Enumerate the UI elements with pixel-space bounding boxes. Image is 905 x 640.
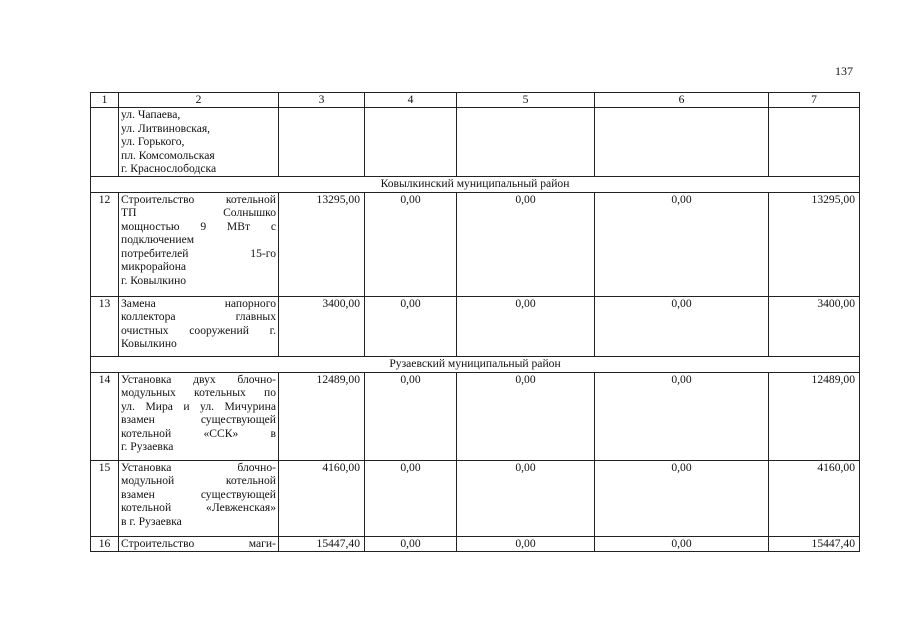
column-header: 3 xyxy=(279,93,365,108)
project-name-cell xyxy=(119,536,279,551)
name-line: Установка двух блочно- xyxy=(121,372,276,386)
value-cell xyxy=(769,108,860,177)
column-header: 7 xyxy=(769,93,860,108)
value-cell: 0,00 xyxy=(457,296,595,356)
value-cell: 0,00 xyxy=(365,192,457,296)
value-cell: 12489,00 xyxy=(279,372,365,460)
value-cell: 0,00 xyxy=(365,460,457,536)
value-cell xyxy=(365,108,457,177)
name-line: котельной «Левженская» xyxy=(121,501,276,514)
value-cell: 0,00 xyxy=(595,192,769,296)
table-row-continued xyxy=(91,108,860,177)
name-line: очистных сооружений г. xyxy=(121,323,276,337)
row-number-cell: 15 xyxy=(91,460,119,536)
name-line: в г. Рузаевка xyxy=(121,514,182,528)
page-number: 137 xyxy=(835,64,853,78)
value-cell: 0,00 xyxy=(365,536,457,551)
name-line: г. Рузаевка xyxy=(121,440,174,453)
project-name-cell xyxy=(119,108,279,177)
name-line: ул. Литвиновская, xyxy=(121,121,211,135)
name-line: модульной котельной xyxy=(121,474,276,487)
name-line: котельной «ССК» в xyxy=(121,426,276,440)
value-cell xyxy=(595,108,769,177)
project-name-cell xyxy=(119,296,279,356)
value-cell: 4160,00 xyxy=(279,460,365,536)
value-cell: 0,00 xyxy=(457,460,595,536)
value-cell: 12489,00 xyxy=(769,372,860,460)
name-line: Строительство маги- xyxy=(121,536,276,550)
value-cell: 0,00 xyxy=(457,372,595,460)
name-line: взамен существующей xyxy=(121,413,276,426)
row-number-cell: 12 xyxy=(91,192,119,296)
value-cell: 13295,00 xyxy=(769,192,860,296)
value-cell: 15447,40 xyxy=(769,536,860,551)
region-row-kovylkino xyxy=(91,176,860,192)
name-line: пл. Комсомольская xyxy=(121,148,215,162)
column-header: 1 xyxy=(91,93,119,108)
name-line: ул. Мира и ул. Мичурина xyxy=(121,399,276,413)
project-name-cell xyxy=(119,372,279,460)
value-cell: 3400,00 xyxy=(279,296,365,356)
value-cell: 4160,00 xyxy=(769,460,860,536)
value-cell: 3400,00 xyxy=(769,296,860,356)
value-cell: 0,00 xyxy=(595,460,769,536)
row-number-cell xyxy=(91,108,119,177)
table-row xyxy=(91,372,860,460)
value-cell: 0,00 xyxy=(365,372,457,460)
name-line: Замена напорного xyxy=(121,296,276,310)
program-table xyxy=(90,92,860,552)
column-number-row xyxy=(91,93,860,108)
table-row xyxy=(91,192,860,296)
value-cell: 0,00 xyxy=(595,536,769,551)
value-cell: 13295,00 xyxy=(279,192,365,296)
column-header: 6 xyxy=(595,93,769,108)
name-line: Строительство котельной xyxy=(121,192,276,206)
value-cell: 0,00 xyxy=(457,536,595,551)
value-cell: 0,00 xyxy=(595,372,769,460)
row-number-cell: 14 xyxy=(91,372,119,460)
value-cell: 0,00 xyxy=(595,296,769,356)
region-heading: Рузаевский муниципальный район xyxy=(91,356,860,372)
name-line: микрорайона xyxy=(121,260,187,273)
project-name-cell xyxy=(119,192,279,296)
name-line: г. Ковылкино xyxy=(121,273,187,287)
value-cell xyxy=(457,108,595,177)
name-line: модульных котельных по xyxy=(121,386,276,399)
name-line: ул. Чапаева, xyxy=(121,108,181,121)
value-cell: 0,00 xyxy=(365,296,457,356)
table-row xyxy=(91,296,860,356)
name-line: коллектора главных xyxy=(121,310,276,323)
name-line: г. Краснослободска xyxy=(121,162,217,175)
value-cell: 15447,40 xyxy=(279,536,365,551)
value-cell xyxy=(279,108,365,177)
column-header: 2 xyxy=(119,93,279,108)
name-line: взамен существующей xyxy=(121,487,276,501)
region-row-ruzaevka xyxy=(91,356,860,372)
name-line: мощностью 9 МВт с xyxy=(121,219,276,233)
name-line: Установка блочно- xyxy=(121,460,276,474)
table-row xyxy=(91,536,860,551)
region-heading: Ковылкинский муниципальный район xyxy=(91,176,860,192)
name-line: подключением xyxy=(121,233,195,246)
name-line: потребителей 15-го xyxy=(121,246,276,260)
row-number-cell: 16 xyxy=(91,536,119,551)
value-cell: 0,00 xyxy=(457,192,595,296)
name-line: ТП Солнышко xyxy=(121,206,276,219)
column-header: 5 xyxy=(457,93,595,108)
name-line: Ковылкино xyxy=(121,337,177,350)
column-header: 4 xyxy=(365,93,457,108)
row-number-cell: 13 xyxy=(91,296,119,356)
project-name-cell xyxy=(119,460,279,536)
name-line: ул. Горького, xyxy=(121,135,185,148)
table-row xyxy=(91,460,860,536)
